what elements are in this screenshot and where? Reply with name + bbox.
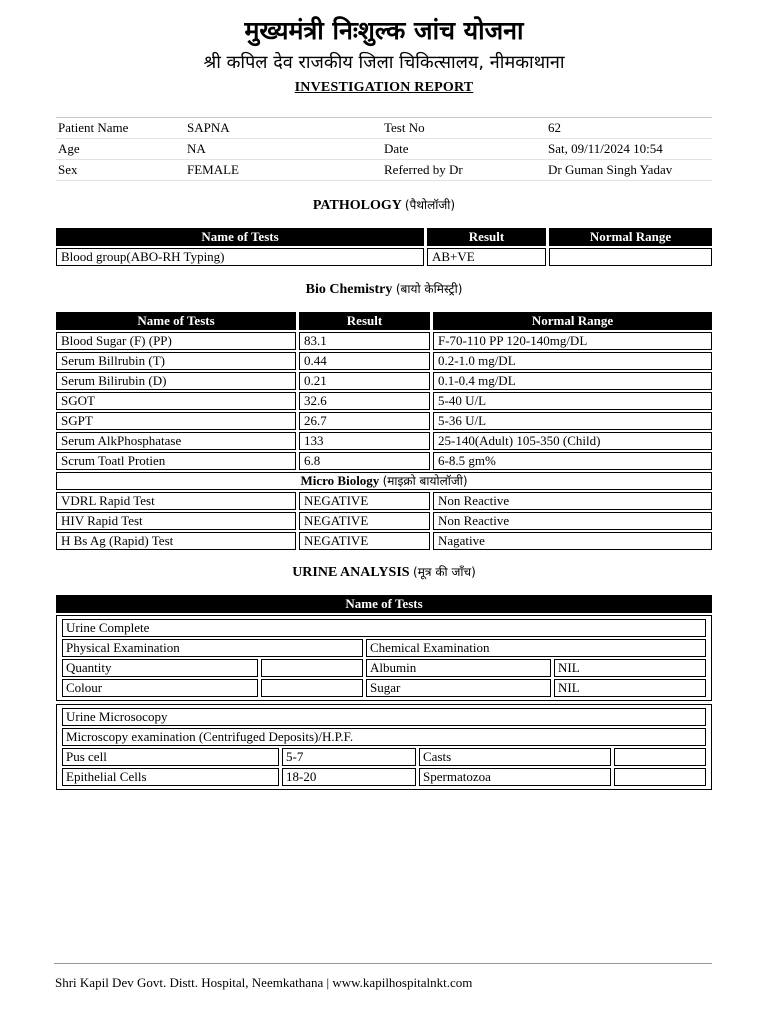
- urine-complete-label: Urine Complete: [62, 619, 706, 637]
- urine-table: [56, 595, 712, 793]
- table-row: [56, 332, 712, 350]
- sugar-label: Sugar: [366, 679, 551, 697]
- test-result: 0.21: [299, 372, 430, 390]
- table-row: [56, 532, 712, 550]
- biochem-heading: [56, 280, 712, 298]
- epithelial-cells-value: 18-20: [282, 768, 416, 786]
- quantity-value: [261, 659, 363, 677]
- table-row: [56, 412, 712, 430]
- footer-text: Shri Kapil Dev Govt. Distt. Hospital, Neemkathana | www.kapilhospitalnkt.com: [55, 975, 473, 990]
- pus-cell-value: 5-7: [282, 748, 416, 766]
- casts-label: Casts: [419, 748, 611, 766]
- table-row: [56, 452, 712, 470]
- table-row: [62, 768, 706, 786]
- test-result: NEGATIVE: [299, 492, 430, 510]
- biochem-title: Bio Chemistry: [305, 282, 393, 297]
- pathology-title-hindi: (पैथोलॉजी): [404, 198, 456, 212]
- patient-info-row: [56, 160, 712, 181]
- test-range: 6-8.5 gm%: [433, 452, 712, 470]
- test-name: Serum Bilirubin (D): [56, 372, 296, 390]
- test-name: SGPT: [56, 412, 296, 430]
- casts-value: [614, 748, 706, 766]
- table-row: [56, 492, 712, 510]
- micro-title: Micro Biology: [300, 473, 380, 488]
- biochem-title-hindi: (बायो केमिस्ट्री): [395, 282, 463, 296]
- test-name: Blood Sugar (F) (PP): [56, 332, 296, 350]
- test-range: 0.2-1.0 mg/DL: [433, 352, 712, 370]
- patient-info: [56, 117, 712, 181]
- urine-complete-box: [56, 615, 712, 701]
- table-row: [62, 619, 706, 637]
- test-range: Non Reactive: [433, 492, 712, 510]
- micro-title-hindi: (माइक्रो बायोलॉजी): [382, 474, 468, 488]
- pathology-heading: [56, 196, 712, 214]
- colour-label: Colour: [62, 679, 258, 697]
- micro-biology-heading: [56, 472, 712, 490]
- column-header: Name of Tests: [56, 228, 424, 246]
- patient-info-row: [56, 139, 712, 160]
- column-header: Result: [427, 228, 546, 246]
- report-title: INVESTIGATION REPORT: [294, 80, 474, 95]
- urine-microscopy-box: [56, 704, 712, 790]
- scheme-title: मुख्यमंत्री निःशुल्क जांच योजना: [244, 16, 524, 45]
- table-row: [56, 248, 712, 266]
- urine-microscopy-label: Urine Microsocopy: [62, 708, 706, 726]
- table-row: [62, 659, 706, 677]
- test-name: HIV Rapid Test: [56, 512, 296, 530]
- report-header: [0, 14, 768, 96]
- patient-name-label: Patient Name: [58, 120, 129, 135]
- spermatozoa-value: [614, 768, 706, 786]
- hospital-name: श्री कपिल देव राजकीय जिला चिकित्सालय, नीमकाथाना: [203, 52, 565, 73]
- column-header: Name of Tests: [56, 595, 712, 613]
- test-no-value: 62: [548, 120, 561, 135]
- test-name: VDRL Rapid Test: [56, 492, 296, 510]
- colour-value: [261, 679, 363, 697]
- test-result: NEGATIVE: [299, 512, 430, 530]
- pathology-title: PATHOLOGY: [312, 198, 402, 213]
- table-row: [62, 639, 706, 657]
- table-header-row: [56, 312, 712, 330]
- test-result: 0.44: [299, 352, 430, 370]
- test-name: Serum AlkPhosphatase: [56, 432, 296, 450]
- age-value: NA: [187, 141, 206, 156]
- quantity-label: Quantity: [62, 659, 258, 677]
- test-result: AB+VE: [427, 248, 546, 266]
- microscopy-exam-label: Microscopy examination (Centrifuged Deposits)/H.P.F.: [62, 728, 706, 746]
- test-range: [549, 248, 712, 266]
- table-row: [56, 352, 712, 370]
- table-row: [62, 728, 706, 746]
- column-header: Name of Tests: [56, 312, 296, 330]
- patient-name-value: SAPNA: [187, 120, 230, 135]
- test-range: 5-36 U/L: [433, 412, 712, 430]
- test-range: F-70-110 PP 120-140mg/DL: [433, 332, 712, 350]
- patient-info-row: [56, 118, 712, 139]
- test-name: Scrum Toatl Protien: [56, 452, 296, 470]
- table-row: [56, 372, 712, 390]
- test-result: 32.6: [299, 392, 430, 410]
- test-name: H Bs Ag (Rapid) Test: [56, 532, 296, 550]
- pus-cell-label: Pus cell: [62, 748, 279, 766]
- referred-by-value: Dr Guman Singh Yadav: [548, 162, 673, 177]
- test-result: 26.7: [299, 412, 430, 430]
- pathology-table: [56, 228, 712, 268]
- sugar-value: NIL: [554, 679, 706, 697]
- test-range: Nagative: [433, 532, 712, 550]
- test-name: Blood group(ABO-RH Typing): [56, 248, 424, 266]
- date-value: Sat, 09/11/2024 10:54: [548, 141, 663, 156]
- spermatozoa-label: Spermatozoa: [419, 768, 611, 786]
- sex-label: Sex: [58, 162, 78, 177]
- chemical-exam-label: Chemical Examination: [366, 639, 706, 657]
- test-range: 0.1-0.4 mg/DL: [433, 372, 712, 390]
- test-result: 6.8: [299, 452, 430, 470]
- epithelial-cells-label: Epithelial Cells: [62, 768, 279, 786]
- column-header: Normal Range: [433, 312, 712, 330]
- urine-title: URINE ANALYSIS: [292, 565, 410, 580]
- referred-by-label: Referred by Dr: [384, 162, 463, 177]
- biochem-table: [56, 312, 712, 552]
- table-row: [62, 679, 706, 697]
- table-header-row: [56, 228, 712, 246]
- test-range: Non Reactive: [433, 512, 712, 530]
- table-row: [62, 748, 706, 766]
- age-label: Age: [58, 141, 80, 156]
- albumin-value: NIL: [554, 659, 706, 677]
- column-header: Normal Range: [549, 228, 712, 246]
- test-result: 133: [299, 432, 430, 450]
- physical-exam-label: Physical Examination: [62, 639, 363, 657]
- test-name: SGOT: [56, 392, 296, 410]
- test-name: Serum Billrubin (T): [56, 352, 296, 370]
- urine-heading: [56, 563, 712, 581]
- table-row: [56, 432, 712, 450]
- albumin-label: Albumin: [366, 659, 551, 677]
- column-header: Result: [299, 312, 430, 330]
- footer-divider: [54, 963, 712, 964]
- test-no-label: Test No: [384, 120, 425, 135]
- table-row: [56, 512, 712, 530]
- sex-value: FEMALE: [187, 162, 239, 177]
- urine-title-hindi: (मूत्र की जाँच): [413, 565, 476, 579]
- table-row: [62, 708, 706, 726]
- test-range: 5-40 U/L: [433, 392, 712, 410]
- date-label: Date: [384, 141, 409, 156]
- micro-biology-header-row: [56, 472, 712, 490]
- table-row: [56, 392, 712, 410]
- test-range: 25-140(Adult) 105-350 (Child): [433, 432, 712, 450]
- test-result: 83.1: [299, 332, 430, 350]
- test-result: NEGATIVE: [299, 532, 430, 550]
